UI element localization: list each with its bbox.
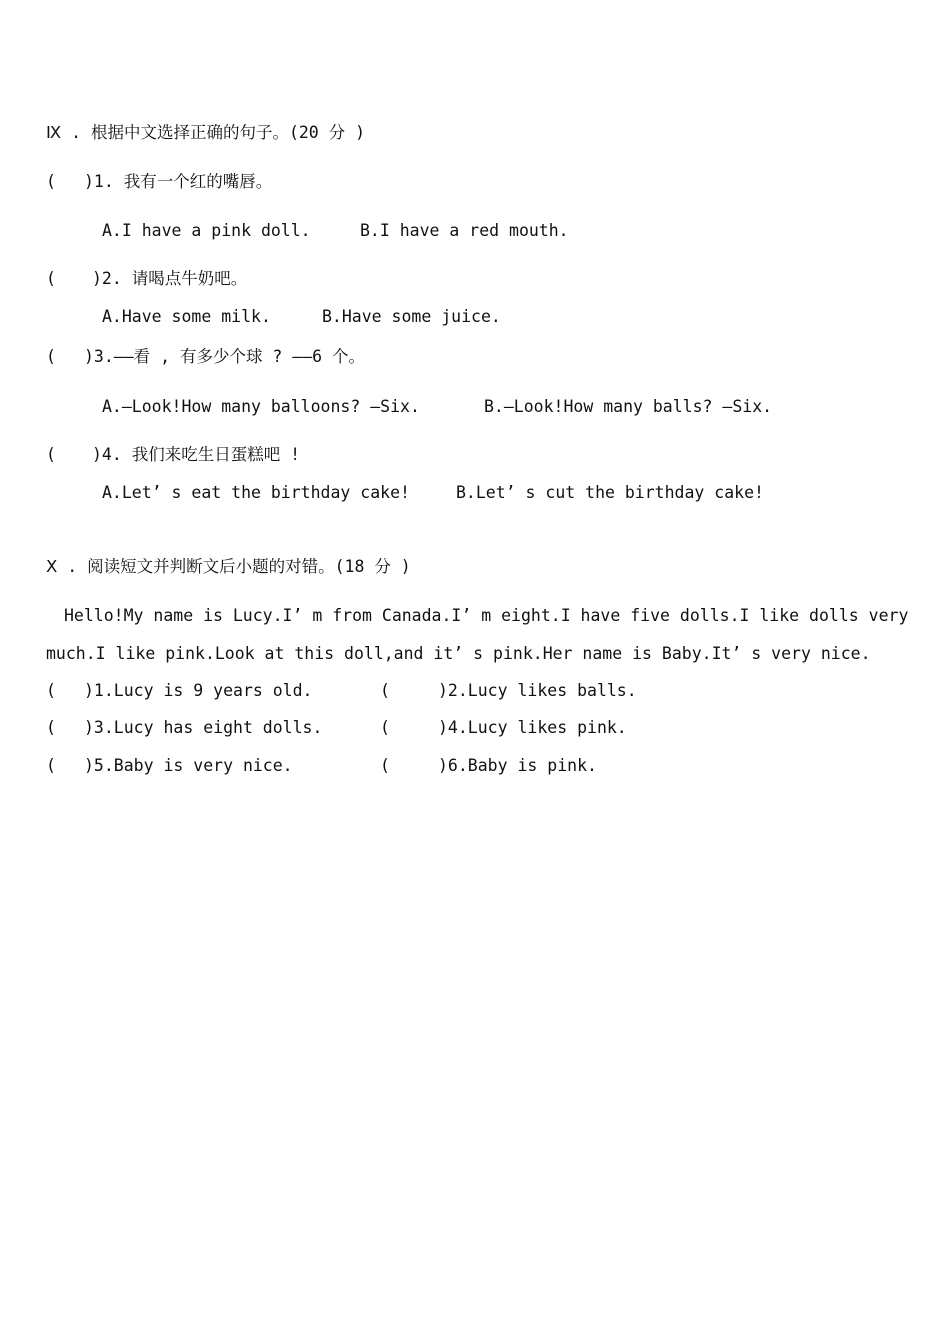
option-a: A.I have a pink doll. <box>102 221 311 240</box>
option-a: A.Let’ s eat the birthday cake! <box>102 483 410 502</box>
item-text: )4.Lucy likes pink. <box>438 718 627 737</box>
option-b: B.Have some juice. <box>322 307 501 326</box>
question-stem: )1. 我有一个红的嘴唇。 <box>84 172 273 191</box>
option-a: A.Have some milk. <box>102 307 271 326</box>
answer-paren-open[interactable]: ( <box>46 718 56 737</box>
answer-paren-open[interactable]: ( <box>46 269 56 288</box>
item-text: )5.Baby is very nice. <box>84 756 293 775</box>
question-stem: )3.——看 , 有多少个球 ? ——6 个。 <box>84 347 366 366</box>
section10-heading: Ⅹ . 阅读短文并判断文后小题的对错。(18 分 ) <box>46 557 411 576</box>
option-a: A.—Look!How many balloons? —Six. <box>102 397 420 416</box>
answer-paren-open[interactable]: ( <box>380 681 390 700</box>
passage-line-1: Hello!My name is Lucy.I’ m from Canada.I’ m eight.I have five dolls.I like dolls very <box>64 606 909 625</box>
answer-paren-open[interactable]: ( <box>46 445 56 464</box>
item-text: )6.Baby is pink. <box>438 756 597 775</box>
item-text: )1.Lucy is 9 years old. <box>84 681 313 700</box>
answer-paren-open[interactable]: ( <box>380 718 390 737</box>
item-text: )2.Lucy likes balls. <box>438 681 637 700</box>
answer-paren-open[interactable]: ( <box>46 347 56 366</box>
answer-paren-open[interactable]: ( <box>46 172 56 191</box>
option-b: B.Let’ s cut the birthday cake! <box>456 483 764 502</box>
section9-heading: Ⅸ . 根据中文选择正确的句子。(20 分 ) <box>46 123 366 142</box>
option-b: B.—Look!How many balls? —Six. <box>484 397 773 416</box>
question-stem: )4. 我们来吃生日蛋糕吧 ! <box>92 445 301 464</box>
passage-line-2: much.I like pink.Look at this doll,and it’ s pink.Her name is Baby.It’ s very nice. <box>46 644 871 663</box>
item-text: )3.Lucy has eight dolls. <box>84 718 323 737</box>
answer-paren-open[interactable]: ( <box>46 681 56 700</box>
option-b: B.I have a red mouth. <box>360 221 569 240</box>
answer-paren-open[interactable]: ( <box>380 756 390 775</box>
answer-paren-open[interactable]: ( <box>46 756 56 775</box>
question-stem: )2. 请喝点牛奶吧。 <box>92 269 248 288</box>
